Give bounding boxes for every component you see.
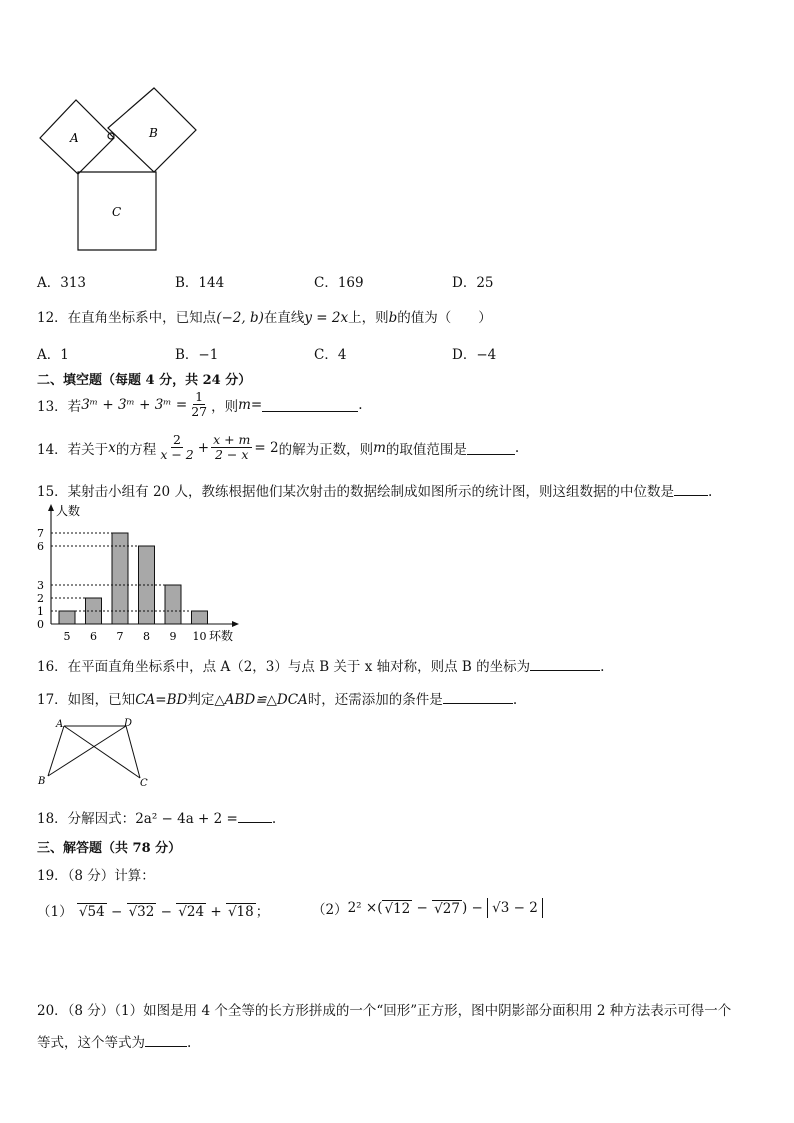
q18-answer-blank[interactable] (238, 808, 272, 823)
q13-answer-blank[interactable] (262, 397, 358, 412)
q12-var: b (388, 310, 398, 326)
q18-expr: 2a² − 4a + 2 = (135, 811, 238, 827)
q11-option-a[interactable]: A．313 (37, 275, 87, 291)
q14-end: . (514, 439, 520, 456)
q20-line-1: 20．（8 分）（1）如图是用 4 个全等的长方形拼成的一个“回形”正方形，图中阴影部分面积用 2 种方法表示可得一个 (37, 1003, 732, 1019)
bar-7 (112, 533, 128, 624)
q14-f2-den: 2 − x (215, 447, 249, 462)
y-tick-label-0: 0 (37, 618, 44, 631)
q14-text-2: 的解为正数，则 (278, 441, 374, 458)
y-tick-label-3: 3 (37, 579, 44, 592)
y-axis-arrow (48, 504, 54, 511)
q19-p2-radical-2: √27 (434, 900, 460, 917)
q18-question (37, 807, 276, 827)
q14-f1-num: 2 (173, 432, 181, 447)
q13-fraction (189, 390, 209, 419)
q18-end: . (271, 811, 277, 827)
q12-option-c[interactable]: C．4 (314, 347, 347, 363)
q19-p2-absolute-value (487, 898, 543, 918)
q12-line: y = 2x (304, 310, 349, 326)
q14-fraction-1 (158, 433, 195, 462)
q19-p2-base: 2² × (347, 900, 378, 916)
q12-option-a[interactable]: A．1 (37, 347, 69, 363)
q19-p2-label: （2） (312, 902, 348, 918)
q19-p1-radical-2: √32 (128, 904, 155, 920)
x-tick-label-9: 9 (169, 630, 177, 643)
q14-prefix: 14．若关于 (37, 441, 109, 458)
q12-text-3: 上，则 (348, 310, 389, 326)
q14-var-x: x (108, 439, 116, 456)
q17-text-1: 判定 (187, 692, 215, 708)
q19-part-1: （1） √54 − √32 − √24 + √18 ； (37, 904, 270, 920)
q17-question (37, 688, 517, 708)
q17-prefix: 17．如图，已知 (37, 692, 136, 708)
pythagoras-squares-figure (36, 86, 201, 254)
right-angle-mark (108, 133, 114, 139)
q20-line-2-text: 等式，这个等式为 (37, 1035, 145, 1051)
x-tick-label-7: 7 (116, 630, 124, 643)
q19-p1-radical-3: √24 (178, 904, 205, 920)
q16-answer-blank[interactable] (530, 656, 600, 671)
q11-option-c[interactable]: C．169 (314, 275, 364, 291)
q19-p2-radical-1: √12 (384, 900, 411, 917)
label-b: B (149, 126, 158, 140)
q17-end: . (512, 692, 518, 708)
q15-question (37, 480, 712, 500)
y-tick-label-2: 2 (37, 592, 44, 605)
q16-question (37, 655, 604, 675)
q13-expr: 3ᵐ + 3ᵐ + 3ᵐ = (81, 396, 188, 413)
x-axis-arrow (232, 621, 239, 627)
q14-eq: = 2 (254, 439, 279, 456)
section-2-heading: 二、填空题（每题 4 分，共 24 分） (37, 373, 252, 388)
point-a-label: A (56, 719, 64, 730)
bar-5 (59, 611, 75, 624)
q14-fraction-2 (211, 433, 252, 462)
q17-answer-blank[interactable] (443, 689, 513, 704)
q11-option-d[interactable]: D．25 (452, 275, 494, 291)
y-tick-label-7: 7 (37, 527, 44, 540)
q14-f1-den: x − 2 (160, 447, 194, 462)
q15-end: . (707, 484, 713, 500)
shooting-bar-chart (34, 502, 244, 644)
q17-triangles: △ABD≌△DCA (214, 692, 308, 708)
q19-part-2: （2） 2² × ( √12 − √27 ) − √3 − 2 (312, 898, 543, 918)
q13-fraction-den: 27 (191, 404, 208, 419)
x-tick-label-10: 10 (192, 630, 207, 643)
point-d-label: D (124, 718, 133, 729)
q12-text-2: 在直线 (263, 310, 305, 326)
x-tick-label-5: 5 (63, 630, 71, 643)
q16-text: 16．在平面直角坐标系中，点 A（2，3）与点 B 关于 x 轴对称，则点 B 的坐标为 (37, 659, 531, 675)
y-axis-label: 人数 (56, 504, 81, 518)
q13-eq: = (250, 396, 263, 413)
q12-option-b[interactable]: B．−1 (175, 347, 219, 363)
q20-line-2 (37, 1031, 191, 1051)
q12-question (37, 306, 492, 326)
bar-9 (165, 585, 181, 624)
q13-suffix: ，则 (211, 398, 239, 415)
q19-p1-radical-1: √54 (78, 904, 105, 920)
q20-end: . (187, 1035, 192, 1051)
q20-answer-blank[interactable] (145, 1032, 187, 1047)
q14-answer-blank[interactable] (467, 440, 515, 455)
q19-title: 19．（8 分）计算： (37, 868, 155, 884)
q18-prefix: 18．分解因式： (37, 811, 136, 827)
section-3-heading: 三、解答题（共 78 分） (37, 841, 182, 856)
q14-f2-num: x + m (213, 432, 251, 447)
x-axis-label: 环数 (209, 629, 234, 643)
q13-question (37, 390, 363, 419)
q12-option-d[interactable]: D．−4 (452, 347, 497, 363)
q15-answer-blank[interactable] (674, 481, 708, 496)
q13-fraction-num: 1 (195, 389, 204, 404)
q16-end: . (600, 659, 605, 675)
q19-p1-radical-4: √18 (227, 904, 254, 920)
q14-text-1: 的方程 (115, 441, 157, 458)
y-tick-label-1: 1 (37, 605, 44, 618)
q14-text-3: 的取值范围是 (385, 441, 467, 458)
bar-10 (192, 611, 208, 624)
q12-text-1: 12．在直角坐标系中，已知点 (37, 310, 217, 326)
label-a: A (70, 131, 79, 145)
point-c-label: C (140, 778, 148, 789)
q14-var-m: m (373, 439, 386, 456)
q15-text: 15．某射击小组有 20 人，教练根据他们某次射击的数据绘制成如图所示的统计图，则这组数据的中位数是 (37, 484, 674, 500)
q19-p2-abs-expr: √3 − 2 (492, 900, 538, 916)
q13-prefix: 13．若 (37, 398, 82, 415)
q12-text-4: 的值为（ ） (397, 310, 492, 326)
q17-condition: CA=BD (135, 692, 188, 708)
q12-point: (−2, b) (216, 310, 264, 326)
q14-plus: + (197, 439, 210, 456)
q13-var: m (238, 396, 251, 413)
q19-p1-label: （1） (37, 904, 73, 920)
q19-p1-end: ； (255, 904, 270, 920)
x-tick-label-8: 8 (143, 630, 150, 643)
q14-question (37, 433, 519, 462)
point-b-label: B (38, 776, 46, 787)
q17-text-2: 时，还需添加的条件是 (307, 692, 443, 708)
quadrilateral-figure (34, 716, 159, 790)
q11-option-b[interactable]: B．144 (175, 275, 225, 291)
y-tick-label-6: 6 (37, 540, 44, 553)
label-c: C (112, 205, 122, 219)
x-tick-label-6: 6 (90, 630, 97, 643)
q13-end: . (358, 396, 363, 413)
